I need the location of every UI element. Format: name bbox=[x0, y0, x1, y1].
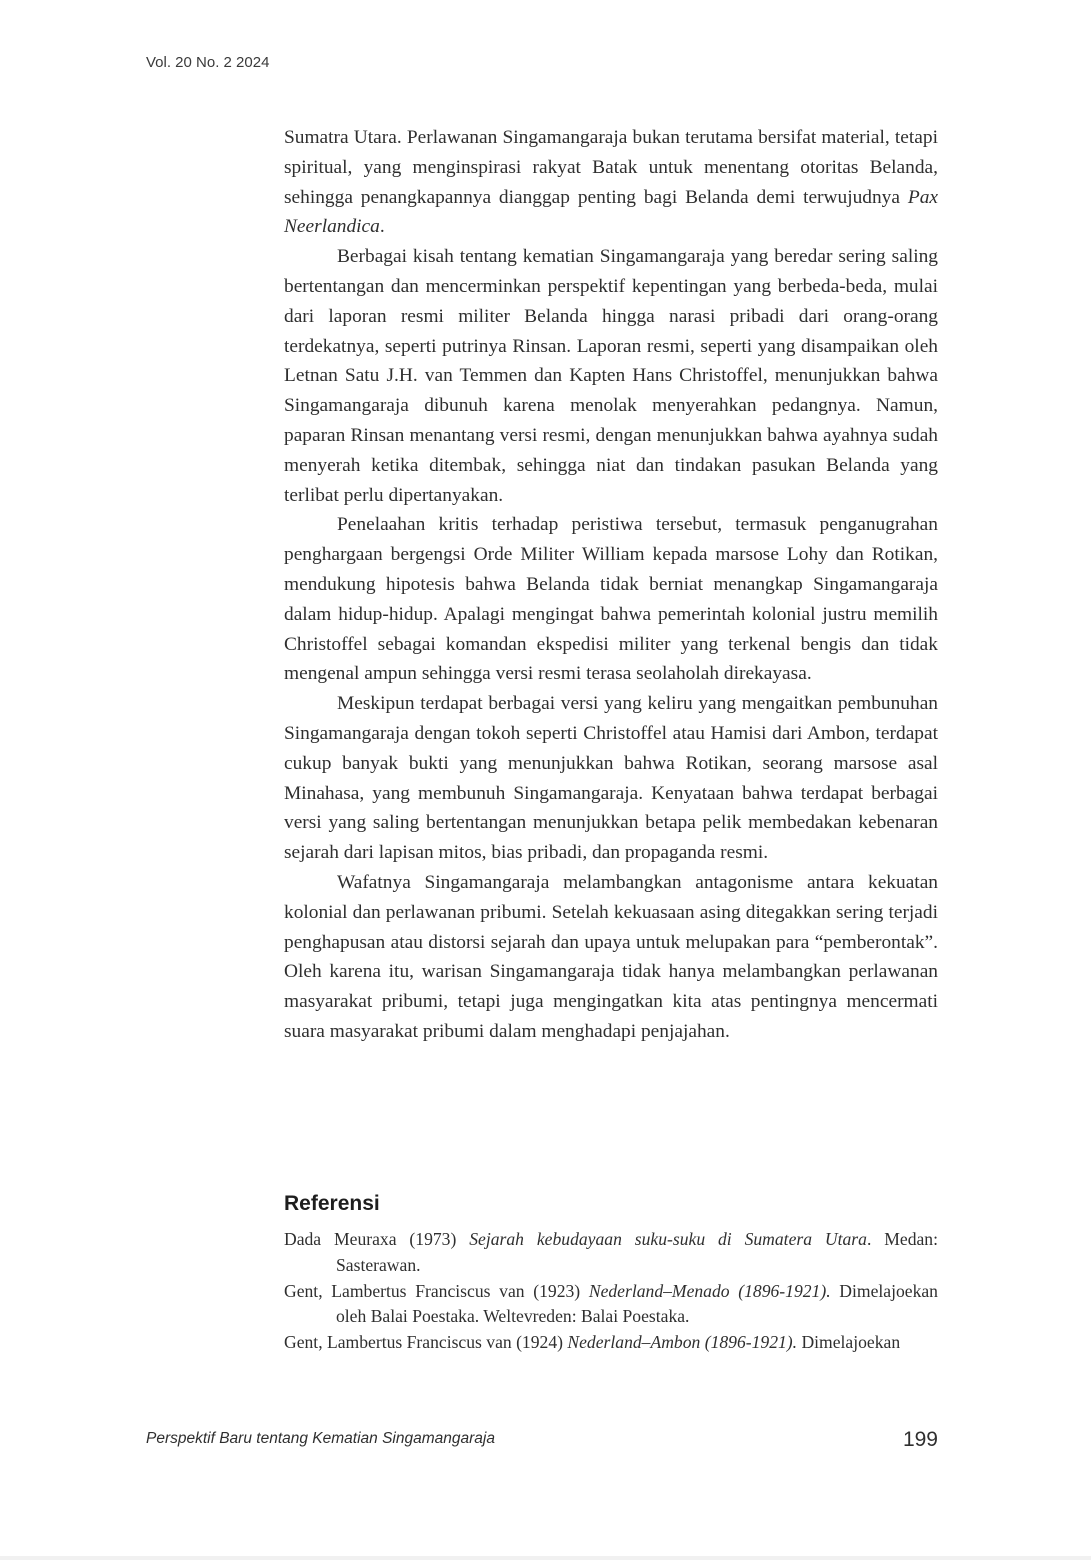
paragraph-1-end: . bbox=[379, 216, 385, 238]
reference-author-year: Dada Meuraxa (1973) bbox=[284, 1229, 470, 1249]
paragraph-1-italic-term: Pax Neerlandica bbox=[284, 186, 938, 238]
page-bottom-edge bbox=[0, 1556, 1091, 1560]
paragraph-5: Wafatnya Singamangaraja melambangkan antagonisme antara kekuatan kolonial dan perlawanan pribumi. Setelah kekuasaan asing ditegakkan sering terjadi penghapusan atau distorsi sejarah dan upaya untuk melupakan para “pemberontak”. Oleh karena itu, warisan Singamangaraja tidak hanya melambangkan perlawanan masyarakat pribumi, tetapi juga mengingatkan kita atas pentingnya mencermati suara masyarakat pribumi dalam menghadapi penjajahan. bbox=[284, 871, 938, 1042]
reference-title: Nederland–Ambon (1896-1921). bbox=[567, 1332, 798, 1353]
journal-volume-header: Vol. 20 No. 2 2024 bbox=[146, 54, 270, 71]
paragraph-1 bbox=[284, 123, 938, 242]
reference-author-year: Gent, Lambertus Franciscus van (1924) bbox=[284, 1332, 568, 1353]
reference-title: Sejarah kebudayaan suku-suku di Sumatera Utara bbox=[469, 1229, 867, 1249]
reference-title: Nederland–Menado (1896-1921). bbox=[588, 1280, 831, 1301]
reference-item bbox=[284, 1279, 938, 1331]
paragraph-2: Berbagai kisah tentang kematian Singamangaraja yang beredar sering saling bertentangan dan mencerminkan perspektif kepentingan yang berbeda-beda, mulai dari laporan resmi militer Belanda hingga narasi pribadi dari orang-orang terdekatnya, seperti putrinya Rinsan. Laporan resmi, seperti yang disampaikan oleh Letnan Satu J.H. van Temmen dan Kapten Hans Christoffel, menunjukkan bahwa Singamangaraja dibunuh karena menolak menyerahkan pedangnya. Namun, paparan Rinsan menantang versi resmi, dengan menunjukkan bahwa ayahnya sudah menyerah ketika ditembak, sehingga niat dan tindakan pasukan Belanda yang terlibat perlu dipertanyakan. bbox=[284, 246, 938, 506]
reference-publisher: . Medan: Sasterawan. bbox=[336, 1229, 938, 1275]
paragraph-3: Penelaahan kritis terhadap peristiwa tersebut, termasuk penganugrahan penghargaan bergengsi Orde Militer William kepada marsose Lohy dan Rotikan, mendukung hipotesis bahwa Belanda tidak berniat menangkap Singamangaraja dalam hidup-hidup. Apalagi mengingat bahwa pemerintah kolonial justru memilih Christoffel sebagai komandan ekspedisi militer yang terkenal bengis dan tidak mengenal ampun sehingga versi resmi terasa seolaholah direkayasa. bbox=[284, 514, 938, 685]
reference-publisher: Dimelajoekan bbox=[797, 1332, 901, 1353]
paragraph-1-text: Sumatra Utara. Perlawanan Singamangaraja bukan terutama bersifat material, tetapi spiritual, yang menginspirasi rakyat Batak untuk menentang otoritas Belanda, sehingga penangkapannya dianggap penting bagi Belanda demi terwujudnya bbox=[284, 127, 938, 208]
paragraph-4: Meskipun terdapat berbagai versi yang keliru yang mengaitkan pembunuhan Singamangaraja dengan tokoh seperti Christoffel atau Hamisi dari Ambon, terdapat cukup banyak bukti yang menunjukkan bahwa Rotikan, seorang marsose asal Minahasa, yang membunuh Singamangaraja. Kenyataan bahwa terdapat berbagai versi yang saling bertentangan menunjukkan betapa pelik membedakan kebenaran sejarah dari lapisan mitos, bias pribadi, dan propaganda resmi. bbox=[284, 693, 938, 864]
references-list bbox=[284, 1227, 938, 1356]
reference-item bbox=[284, 1227, 938, 1279]
reference-item bbox=[284, 1330, 938, 1356]
references-heading: Referensi bbox=[284, 1192, 380, 1215]
article-body bbox=[284, 123, 938, 1047]
page-number: 199 bbox=[902, 1428, 938, 1451]
reference-publisher: Dimelajoekan oleh Balai Poestaka. Weltevreden: Balai Poestaka. bbox=[336, 1280, 938, 1327]
reference-author-year: Gent, Lambertus Franciscus van (1923) bbox=[284, 1280, 589, 1301]
running-footer-title: Perspektif Baru tentang Kematian Singamangaraja bbox=[146, 1430, 495, 1447]
